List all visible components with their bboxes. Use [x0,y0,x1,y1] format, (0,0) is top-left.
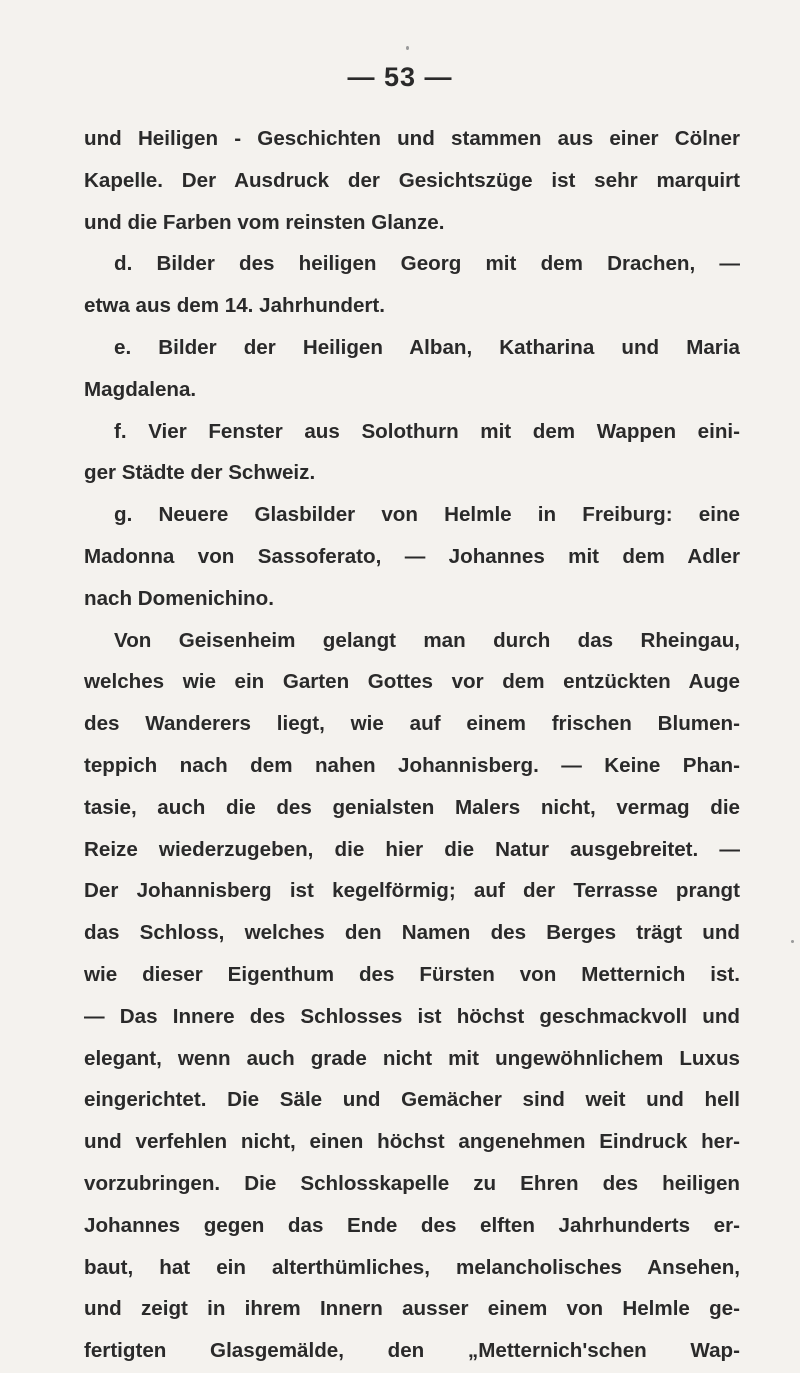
text-line: Kapelle. Der Ausdruck der Gesichtszüge ist sehr marquirt [84,168,740,192]
text-line: des Wanderers liegt, wie auf einem frischen Blumen- [84,712,740,736]
text-line: e. Bilder der Heiligen Alban, Katharina und Maria [114,335,740,359]
text-line: f. Vier Fenster aus Solothurn mit dem Wappen eini- [114,419,740,443]
body-text [84,118,740,1372]
text-line: ger Städte der Schweiz. [84,461,316,485]
text-line: teppich nach dem nahen Johannisberg. — Keine Phan- [84,753,740,777]
text-line: g. Neuere Glasbilder von Helmle in Freiburg: eine [114,503,740,527]
text-line: fertigten Glasgemälde, den „Metternich'schen Wap- [84,1339,740,1363]
text-line: und Heiligen - Geschichten und stammen aus einer Cölner [84,127,740,150]
text-line: Madonna von Sassoferato, — Johannes mit dem Adler [84,544,740,568]
text-line: d. Bilder des heiligen Georg mit dem Drachen, — [114,252,740,276]
text-line: welches wie ein Garten Gottes vor dem entzückten Auge [84,670,740,694]
print-speck [406,46,409,50]
text-line: Magdalena. [84,377,197,401]
text-line: — Das Innere des Schlosses ist höchst geschmackvoll und [84,1004,740,1028]
print-speck [791,940,794,943]
text-line: Von Geisenheim gelangt man durch das Rheingau, [114,628,740,652]
text-line: das Schloss, welches den Namen des Berges trägt und [84,921,740,945]
page-number: — 53 — [347,62,453,92]
text-line: Reize wiederzugeben, die hier die Natur ausgebreitet. — [84,837,740,861]
text-line: tasie, auch die des genialsten Malers nicht, vermag die [84,795,740,819]
text-line: Johannes gegen das Ende des elften Jahrhunderts er- [84,1213,740,1237]
text-line: und verfehlen nicht, einen höchst angenehmen Eindruck her- [84,1130,740,1154]
text-line: Der Johannisberg ist kegelförmig; auf der Terrasse prangt [84,879,740,903]
text-line: nach Domenichino. [84,586,274,610]
text-line: eingerichtet. Die Säle und Gemächer sind weit und hell [84,1088,740,1112]
text-line: etwa aus dem 14. Jahrhundert. [84,294,385,318]
text-line: wie dieser Eigenthum des Fürsten von Metternich ist. [84,962,740,986]
text-line: vorzubringen. Die Schlosskapelle zu Ehren des heiligen [84,1171,740,1195]
text-line: elegant, wenn auch grade nicht mit ungewöhnlichem Luxus [84,1046,740,1070]
text-line: und die Farben vom reinsten Glanze. [84,210,445,234]
text-line: und zeigt in ihrem Innern ausser einem von Helmle ge- [84,1297,740,1321]
text-line: baut, hat ein alterthümliches, melancholisches Ansehen, [84,1255,740,1279]
